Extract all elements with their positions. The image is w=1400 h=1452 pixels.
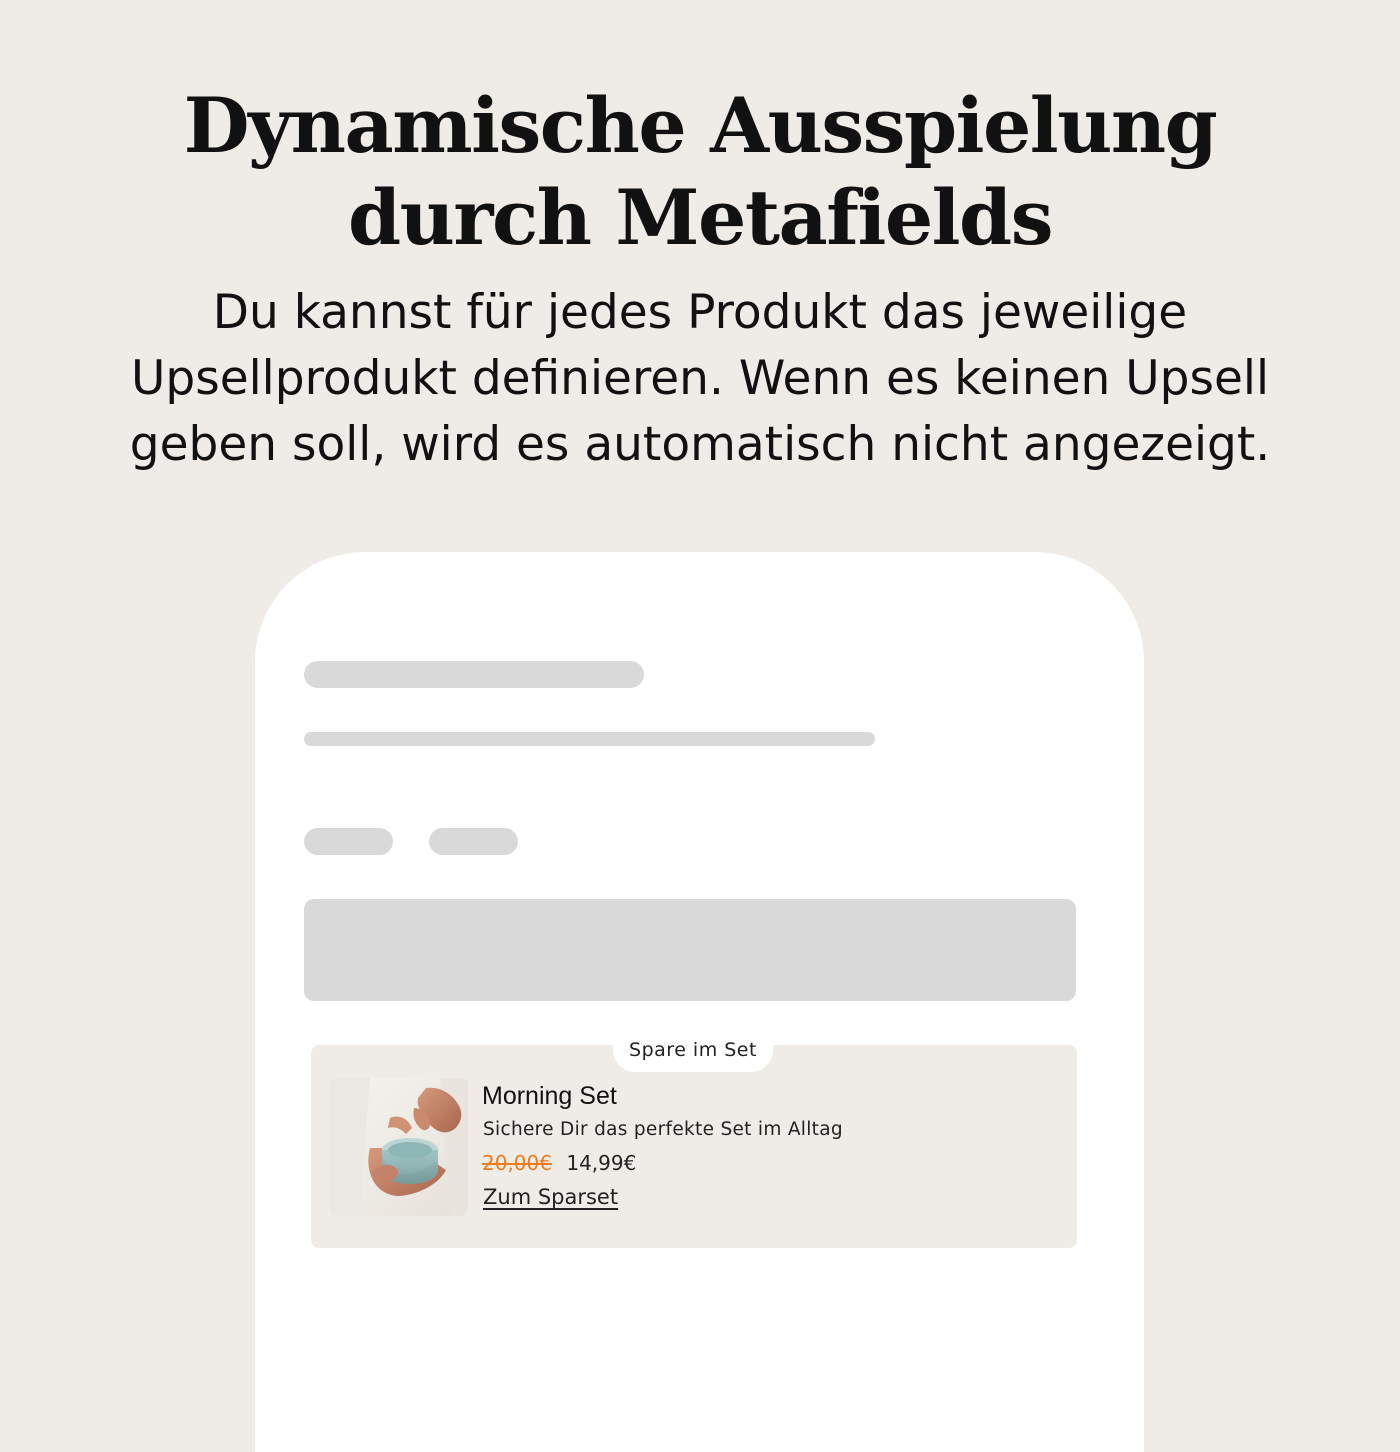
- upsell-product-description: Sichere Dir das perfekte Set im Alltag: [483, 1119, 843, 1140]
- subtext-line-2: Upsellprodukt definieren. Wenn es keinen Upsell: [130, 351, 1270, 406]
- upsell-price-row: [482, 1149, 636, 1177]
- skeleton-product-title: [304, 661, 644, 688]
- phone-mockup: [255, 552, 1144, 1452]
- skeleton-variant-pill: [304, 828, 393, 855]
- skeleton-variant-pill: [429, 828, 518, 855]
- skeleton-product-subtitle: [304, 732, 875, 746]
- upsell-badge: Spare im Set: [613, 1029, 773, 1072]
- upsell-new-price: 14,99€: [566, 1151, 637, 1175]
- upsell-product-name[interactable]: Morning Set: [482, 1082, 617, 1110]
- upsell-old-price: 20,00€: [482, 1151, 552, 1175]
- subtext-line-1: Du kannst für jedes Produkt das jeweilige: [212, 285, 1188, 340]
- subtext: [60, 280, 1340, 478]
- headline-line-2: durch Metafields: [348, 173, 1052, 262]
- subtext-line-3: geben soll, wird es automatisch nicht angezeigt.: [129, 417, 1271, 472]
- upsell-card: [311, 1039, 1077, 1248]
- product-photo-icon: [330, 1078, 468, 1216]
- headline: [0, 80, 1400, 264]
- headline-line-1: Dynamische Ausspielung: [183, 81, 1217, 170]
- skeleton-add-to-cart-button: [304, 899, 1076, 1001]
- upsell-cta-link[interactable]: Zum Sparset: [483, 1185, 619, 1209]
- product-image[interactable]: [330, 1078, 468, 1216]
